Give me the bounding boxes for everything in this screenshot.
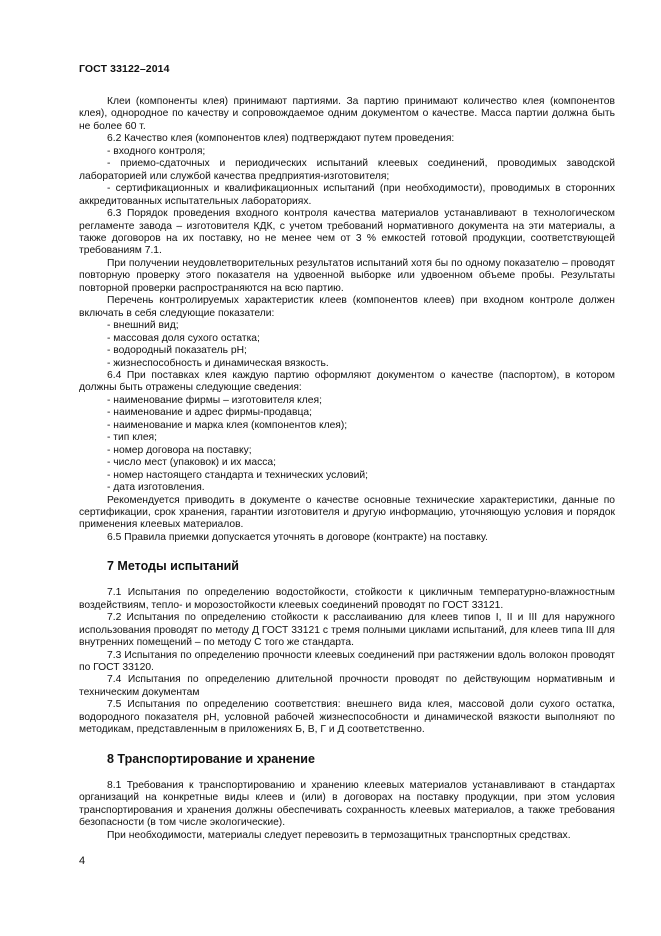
paragraph: 6.4 При поставках клея каждую партию оформляют документом о качестве (паспортом), в котором должны быть отражены следующие сведения:: [79, 369, 615, 394]
list-item: - сертификационных и квалификационных испытаний (при необходимости), проводимых в сторонних аккредитованных испытательных лабораториях.: [79, 183, 615, 207]
paragraph: 7.3 Испытания по определению прочности клеевых соединений при растяжении вдоль волокон проводят по ГОСТ 33120.: [79, 649, 615, 674]
list-item: - приемо-сдаточных и периодических испытаний клеевых соединений, проводимых заводской лабораторией или службой качества предприятия-изготовителя;: [79, 158, 615, 182]
list-item: - наименование фирмы – изготовителя клея;: [107, 394, 322, 406]
list-item: - массовая доля сухого остатка;: [107, 332, 260, 344]
list-item: - номер договора на поставку;: [107, 444, 252, 456]
paragraph: 6.5 Правила приемки допускается уточнять в договоре (контракте) на поставку.: [107, 531, 488, 543]
paragraph: При получении неудовлетворительных результатов испытаний хотя бы по одному показателю – проводят повторную проверку этого показателя на удвоенной выборке или удвоенном объеме пробы. Результаты повторной проверки распространяются на всю партию.: [79, 257, 615, 294]
section-heading: 7 Методы испытаний: [107, 559, 239, 574]
paragraph: Перечень контролируемых характеристик клеев (компонентов клеев) при входном контроле должен включать в себя следующие показатели:: [79, 295, 615, 319]
list-item: - номер настоящего стандарта и технических условий;: [107, 469, 369, 481]
list-item: - наименование и марка клея (компонентов клея);: [107, 419, 348, 431]
list-item: - водородный показатель pH;: [107, 345, 247, 357]
paragraph: 6.3 Порядок проведения входного контроля качества материалов устанавливают в технологическом регламенте завода – изготовителя КДК, с учетом требований нормативного документа на эти материалы, а также договоров на их поставку, но не менее чем от 3 % емкостей готовой продукции, соответствующей требованиям 7.1.: [79, 208, 615, 257]
document-code: ГОСТ 33122–2014: [79, 63, 170, 75]
paragraph: 7.4 Испытания по определению длительной прочности проводят по действующим нормативным и техническим документам: [79, 674, 615, 698]
paragraph: 8.1 Требования к транспортированию и хранению клеевых материалов устанавливают в стандартах организаций на конкретные виды клеев и (или) в договорах на поставку продукции, при этом условия транспортирования и хранения должны обеспечивать сохранность клеевых материалов, а также требования безопасности (в том числе экологические).: [79, 779, 615, 829]
list-item: - наименование и адрес фирмы-продавца;: [107, 407, 312, 419]
paragraph: 7.5 Испытания по определению соответствия: внешнего вида клея, массовой доли сухого остатка, водородного показателя pH, условной рабочей жизнеспособности и динамической вязкости выполняют по методикам, представленным в приложениях Б, В, Г и Д соответственно.: [79, 699, 615, 736]
paragraph: 7.2 Испытания по определению стойкости к расслаиванию для клеев типов I, II и III для наружного использования проводят по методу Д ГОСТ 33121 с тремя полными циклами испытаний, для клеев типа III для внутренних помещений – по методу С того же стандарта.: [79, 612, 615, 649]
section-heading: 8 Транспортирование и хранение: [107, 751, 315, 766]
list-item: - дата изготовления.: [107, 482, 205, 494]
paragraph: Рекомендуется приводить в документе о качестве основные технические характеристики, данные по сертификации, срок хранения, гарантии изготовителя и другую информацию, уточняющую условия и порядок применения клеевых материалов.: [79, 494, 615, 531]
page-number: 4: [79, 855, 86, 867]
list-item: - тип клея;: [107, 432, 157, 444]
paragraph: 7.1 Испытания по определению водостойкости, стойкости к цикличным температурно-влажностным воздействиям, тепло- и морозостойкости клеевых соединений проводят по ГОСТ 33121.: [79, 587, 615, 611]
paragraph: Клеи (компоненты клея) принимают партиями. За партию принимают количество клея (компонентов клея), однородное по качеству и сопровождаемое одним документом о качестве. Масса партии должна быть не более 60 т.: [79, 96, 615, 132]
list-item: - число мест (упаковок) и их масса;: [107, 457, 276, 469]
paragraph: При необходимости, материалы следует перевозить в термозащитных транспортных средствах.: [107, 829, 571, 841]
list-item: - входного контроля;: [107, 145, 206, 157]
list-item: - жизнеспособность и динамическая вязкость.: [107, 357, 329, 369]
page-content: [79, 96, 615, 842]
paragraph: 6.2 Качество клея (компонентов клея) подтверждают путем проведения:: [107, 133, 455, 145]
list-item: - внешний вид;: [107, 320, 179, 332]
